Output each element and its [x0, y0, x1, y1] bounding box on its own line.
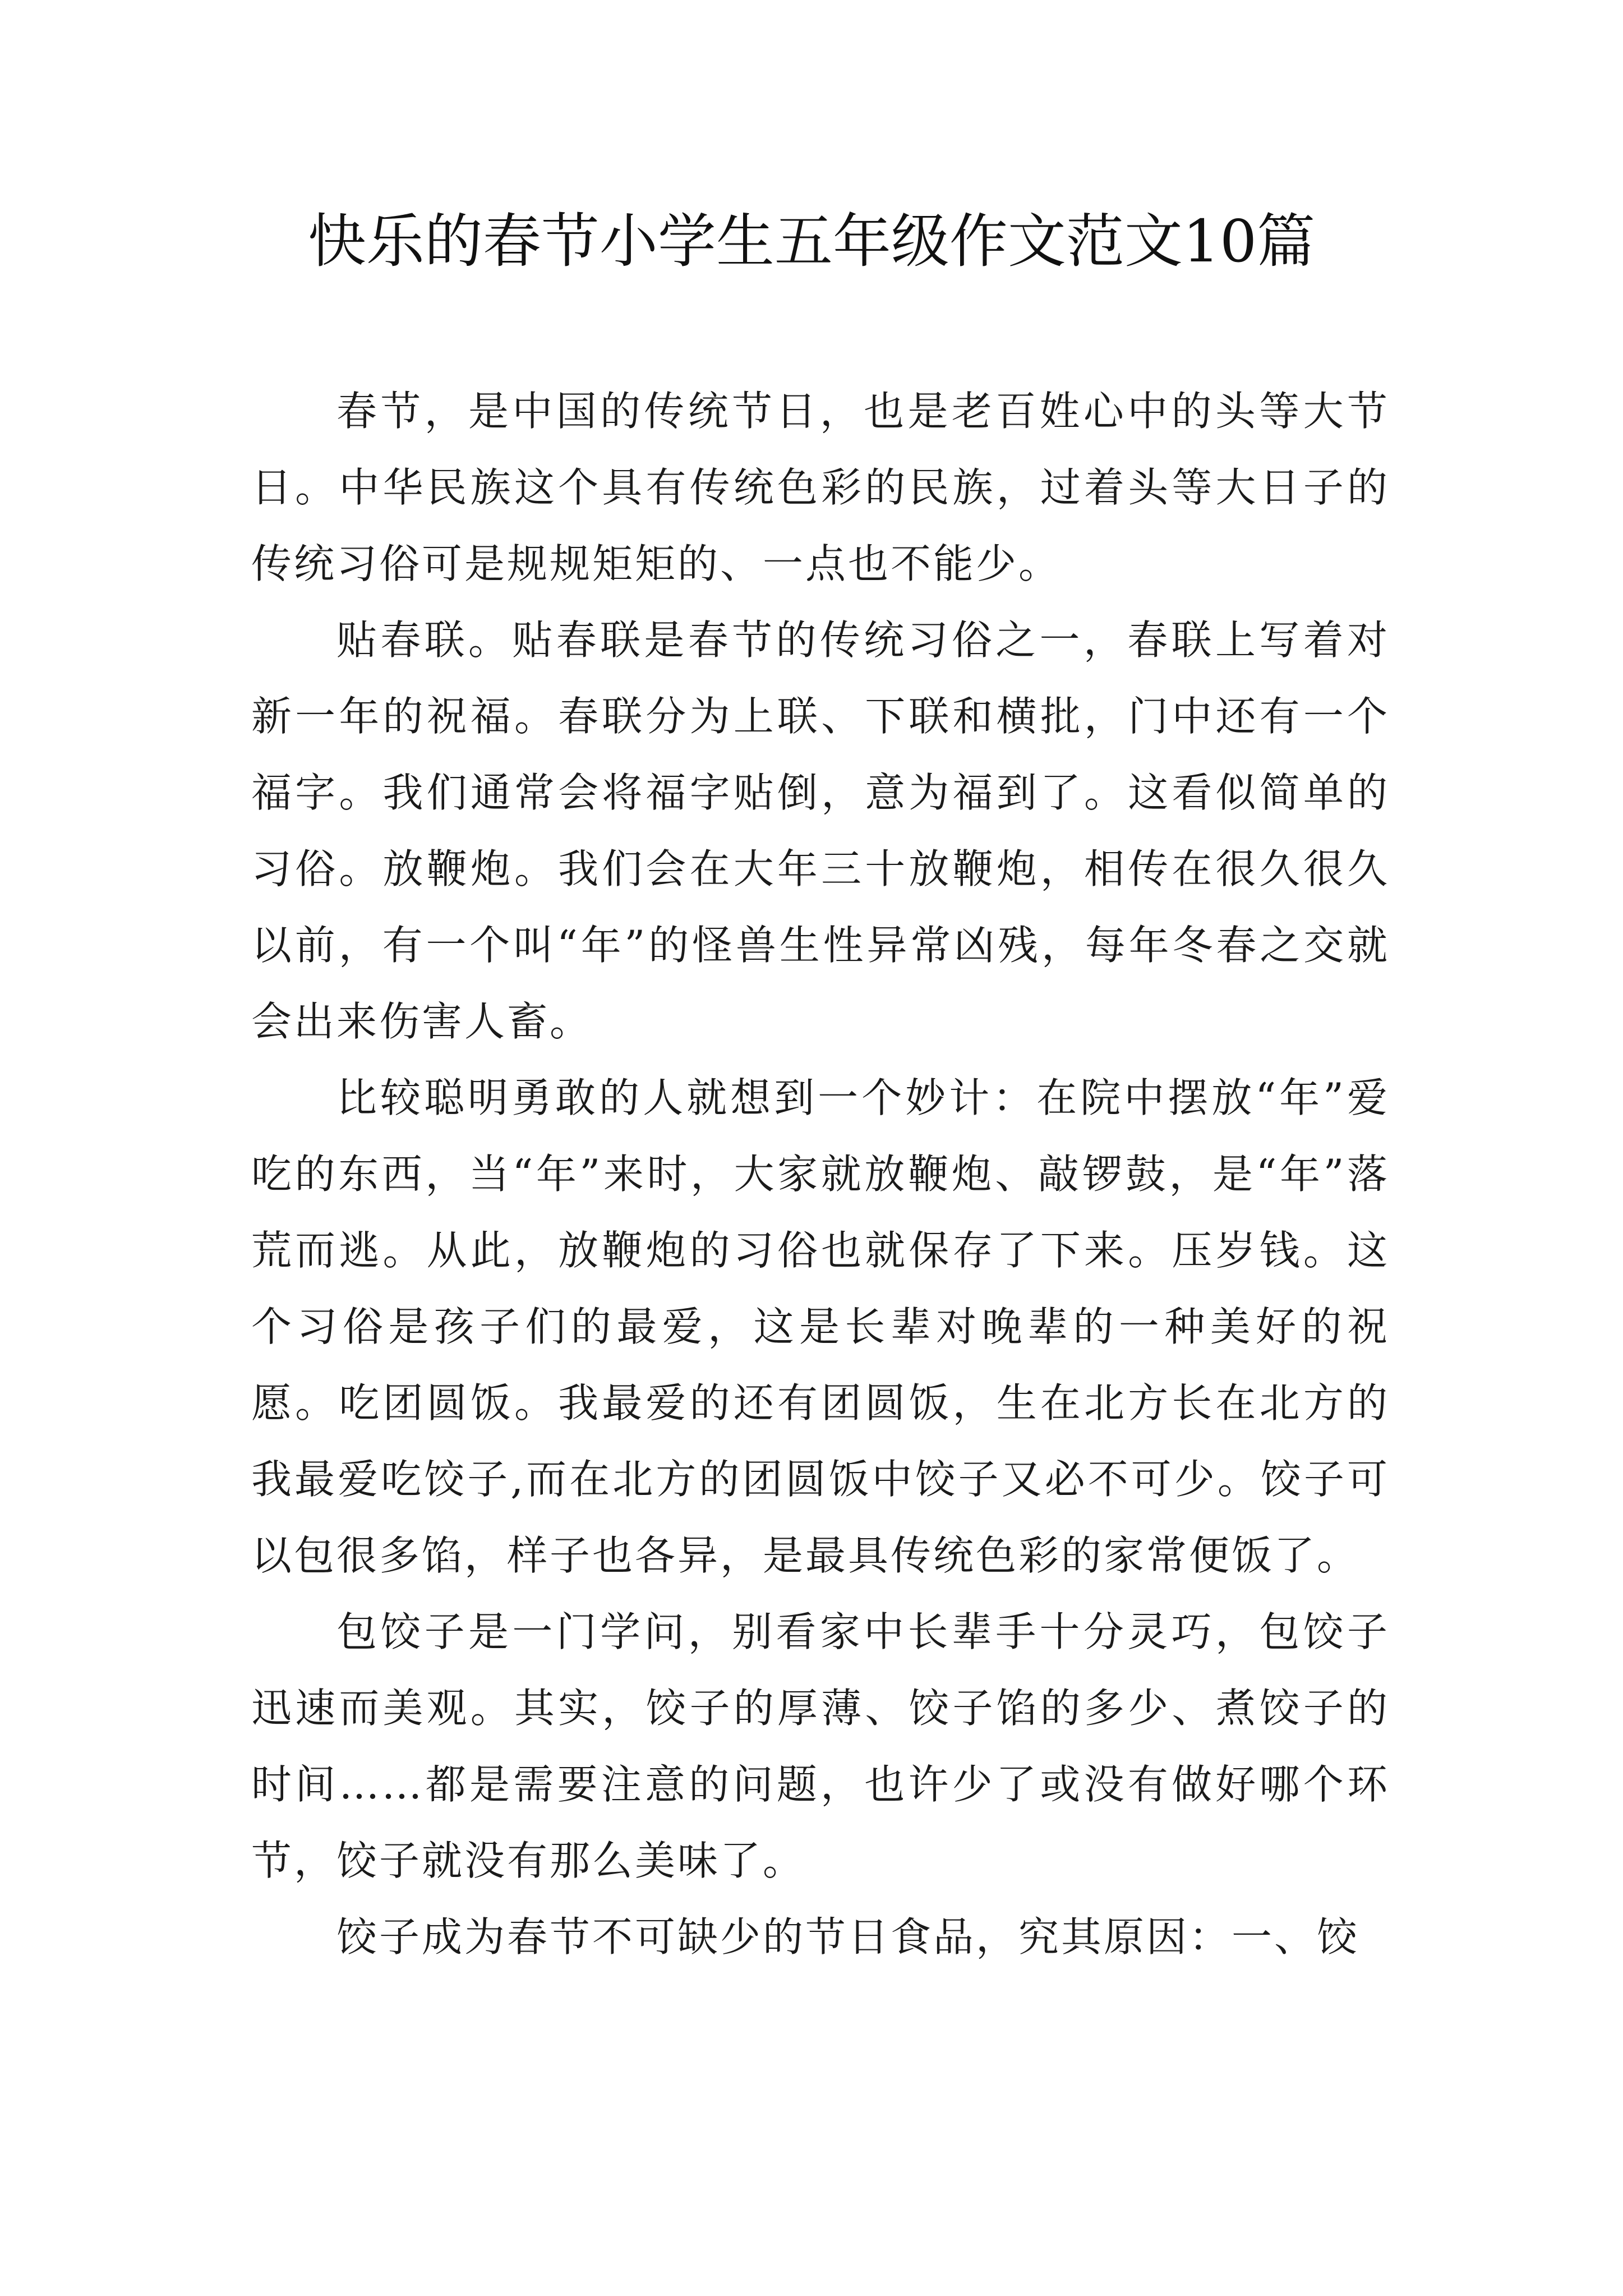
paragraph-5: 饺子成为春节不可缺少的节日食品，究其原因：一、饺: [336, 1913, 1360, 1961]
paragraph-3: 比较聪明勇敢的人就想到一个妙计：在院中摆放“年”爱吃的东西，当“年”来时，大家就放鞭炮、敲锣鼓，是“年”落荒而逃。从此，放鞭炮的习俗也就保存了下来。压岁钱。这个习俗是孩子们的最爱，这是长辈对晚辈的一种美好的祝愿。吃团圆饭。我最爱的还有团圆饭，生在北方长在北方的我最爱吃饺子,而在北方的团圆饭中饺子又必不可少。饺子可以包很多馅，样子也各异，是最具传统色彩的家常便饭了。: [251, 1074, 1390, 1579]
paragraph-4: 包饺子是一门学问，别看家中长辈手十分灵巧，包饺子迅速而美观。其实，饺子的厚薄、饺子馅的多少、煮饺子的时间……都是需要注意的问题，也许少了或没有做好哪个环节，饺子就没有那么美味了。: [251, 1608, 1390, 1884]
paragraph-2: 贴春联。贴春联是春节的传统习俗之一，春联上写着对新一年的祝福。春联分为上联、下联和横批，门中还有一个福字。我们通常会将福字贴倒，意为福到了。这看似简单的习俗。放鞭炮。我们会在大年三十放鞭炮，相传在很久很久以前，有一个叫“年”的怪兽生性异常凶残，每年冬春之交就会出来伤害人畜。: [251, 616, 1390, 1045]
paragraph-1: 春节，是中国的传统节日，也是老百姓心中的头等大节日。中华民族这个具有传统色彩的民族，过着头等大日子的传统习俗可是规规矩矩的、一点也不能少。: [251, 388, 1390, 587]
document-title: 快乐的春节小学生五年级作文范文10篇: [307, 207, 1316, 275]
document-body: [251, 373, 1390, 1975]
